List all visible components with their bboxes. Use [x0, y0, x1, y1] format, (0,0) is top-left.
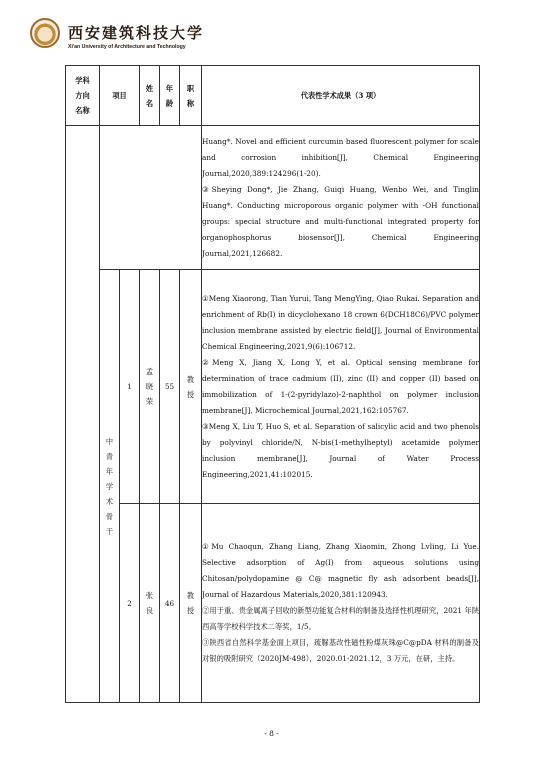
- continued-empty-cell: [100, 126, 202, 270]
- person-age: 46: [160, 504, 180, 703]
- achievements: ①Mu Chaoqun, Zhang Liang, Zhang Xiaomin, Zhong Lvling, Li Yue. Selective adsorption of Ag(I) from aqueous solutions using Chitosan/polydopamine @ C@ magnetic fly ash adsorbent beads[J], Journal of Hazardous Materials,2020,381:120943. ②用于重、贵金属离子回收的新型功能复合材料的制备及选择性机理研究，2021 年陕西高等学校科学技术二等奖，1/5。 ③陕西省自然科学基金面上项目，巯脲基改性磁性粉煤灰珠@C@pDA 材料的制备及对银的吸附研究（2020JM-498），2020.01-2021.12，3 万元，在研，主持。: [202, 504, 480, 703]
- row-number: 2: [120, 504, 140, 703]
- header-achievements: 代表性学术成果（3 项）: [202, 66, 480, 126]
- header-name: 姓 名: [140, 66, 160, 126]
- person-title: 教 授: [180, 504, 202, 703]
- person-title: 教 授: [180, 270, 202, 504]
- university-name-en: Xi'an University of Architecture and Technology: [68, 44, 186, 50]
- header-field: 学科 方向 名称: [66, 66, 100, 126]
- group-label: 中 青 年 学 术 骨 干: [100, 270, 120, 703]
- person-name: 孟 晓 荣: [140, 270, 160, 504]
- table-row: [66, 504, 480, 703]
- header-age: 年 龄: [160, 66, 180, 126]
- table-row: [66, 270, 480, 504]
- header-item: 项目: [100, 66, 140, 126]
- university-logo-icon: [30, 18, 60, 48]
- header-row: [66, 66, 480, 126]
- header-title: 职 称: [180, 66, 202, 126]
- academic-table: [65, 65, 480, 703]
- field-cell: [66, 126, 100, 703]
- person-age: 55: [160, 270, 180, 504]
- person-name: 张 良: [140, 504, 160, 703]
- page-header: [30, 14, 330, 58]
- university-name-cn: 西安建筑科技大学: [68, 24, 205, 42]
- page-number: - 8 -: [264, 729, 279, 738]
- table-row-continued: [66, 126, 480, 270]
- achievements: ①Meng Xiaorong, Tian Yurui, Tang MengYing, Qiao Rukai. Separation and enrichment of Rb(I) in dicyclohexano 18 crown 6(DCH18C6)/PVC polymer inclusion membrane assisted by electric field[J], Journal of Environmental Chemical Engineering,2021,9(6):106712. ②Meng X, Jiang X, Long Y, et al. Optical sensing membrane for determination of trace cadmium (II), zinc (II) and copper (II) based on immobilization of 1-(2-pyridylazo)-2-naphthol on polymer inclusion membrane[J], Microchemical Journal,2021,162:105767. ③Meng X, Liu T, Huo S, et al. Separation of salicylic acid and two phenols by polyvinyl chloride/N, N-bis(1-methylheptyl) acetamide polymer inclusion membrane[J], Journal of Water Process Engineering,2021,41:102015.: [202, 270, 480, 504]
- achievements-continued: Huang*. Novel and efficient curcumin based fluorescent polymer for scale and corrosion inhibition[J], Chemical Engineering Journal,2020,389:124296(1-20). ③Sheying Dong*, Jie Zhang, Guiqi Huang, Wenbo Wei, and Tinglin Huang*. Conducting microporous organic polymer with -OH functional groups: special structure and multi-functional integrated property for organophosphorus biosensor[J], Chemical Engineering Journal,2021,126682.: [202, 126, 480, 270]
- row-number: 1: [120, 270, 140, 504]
